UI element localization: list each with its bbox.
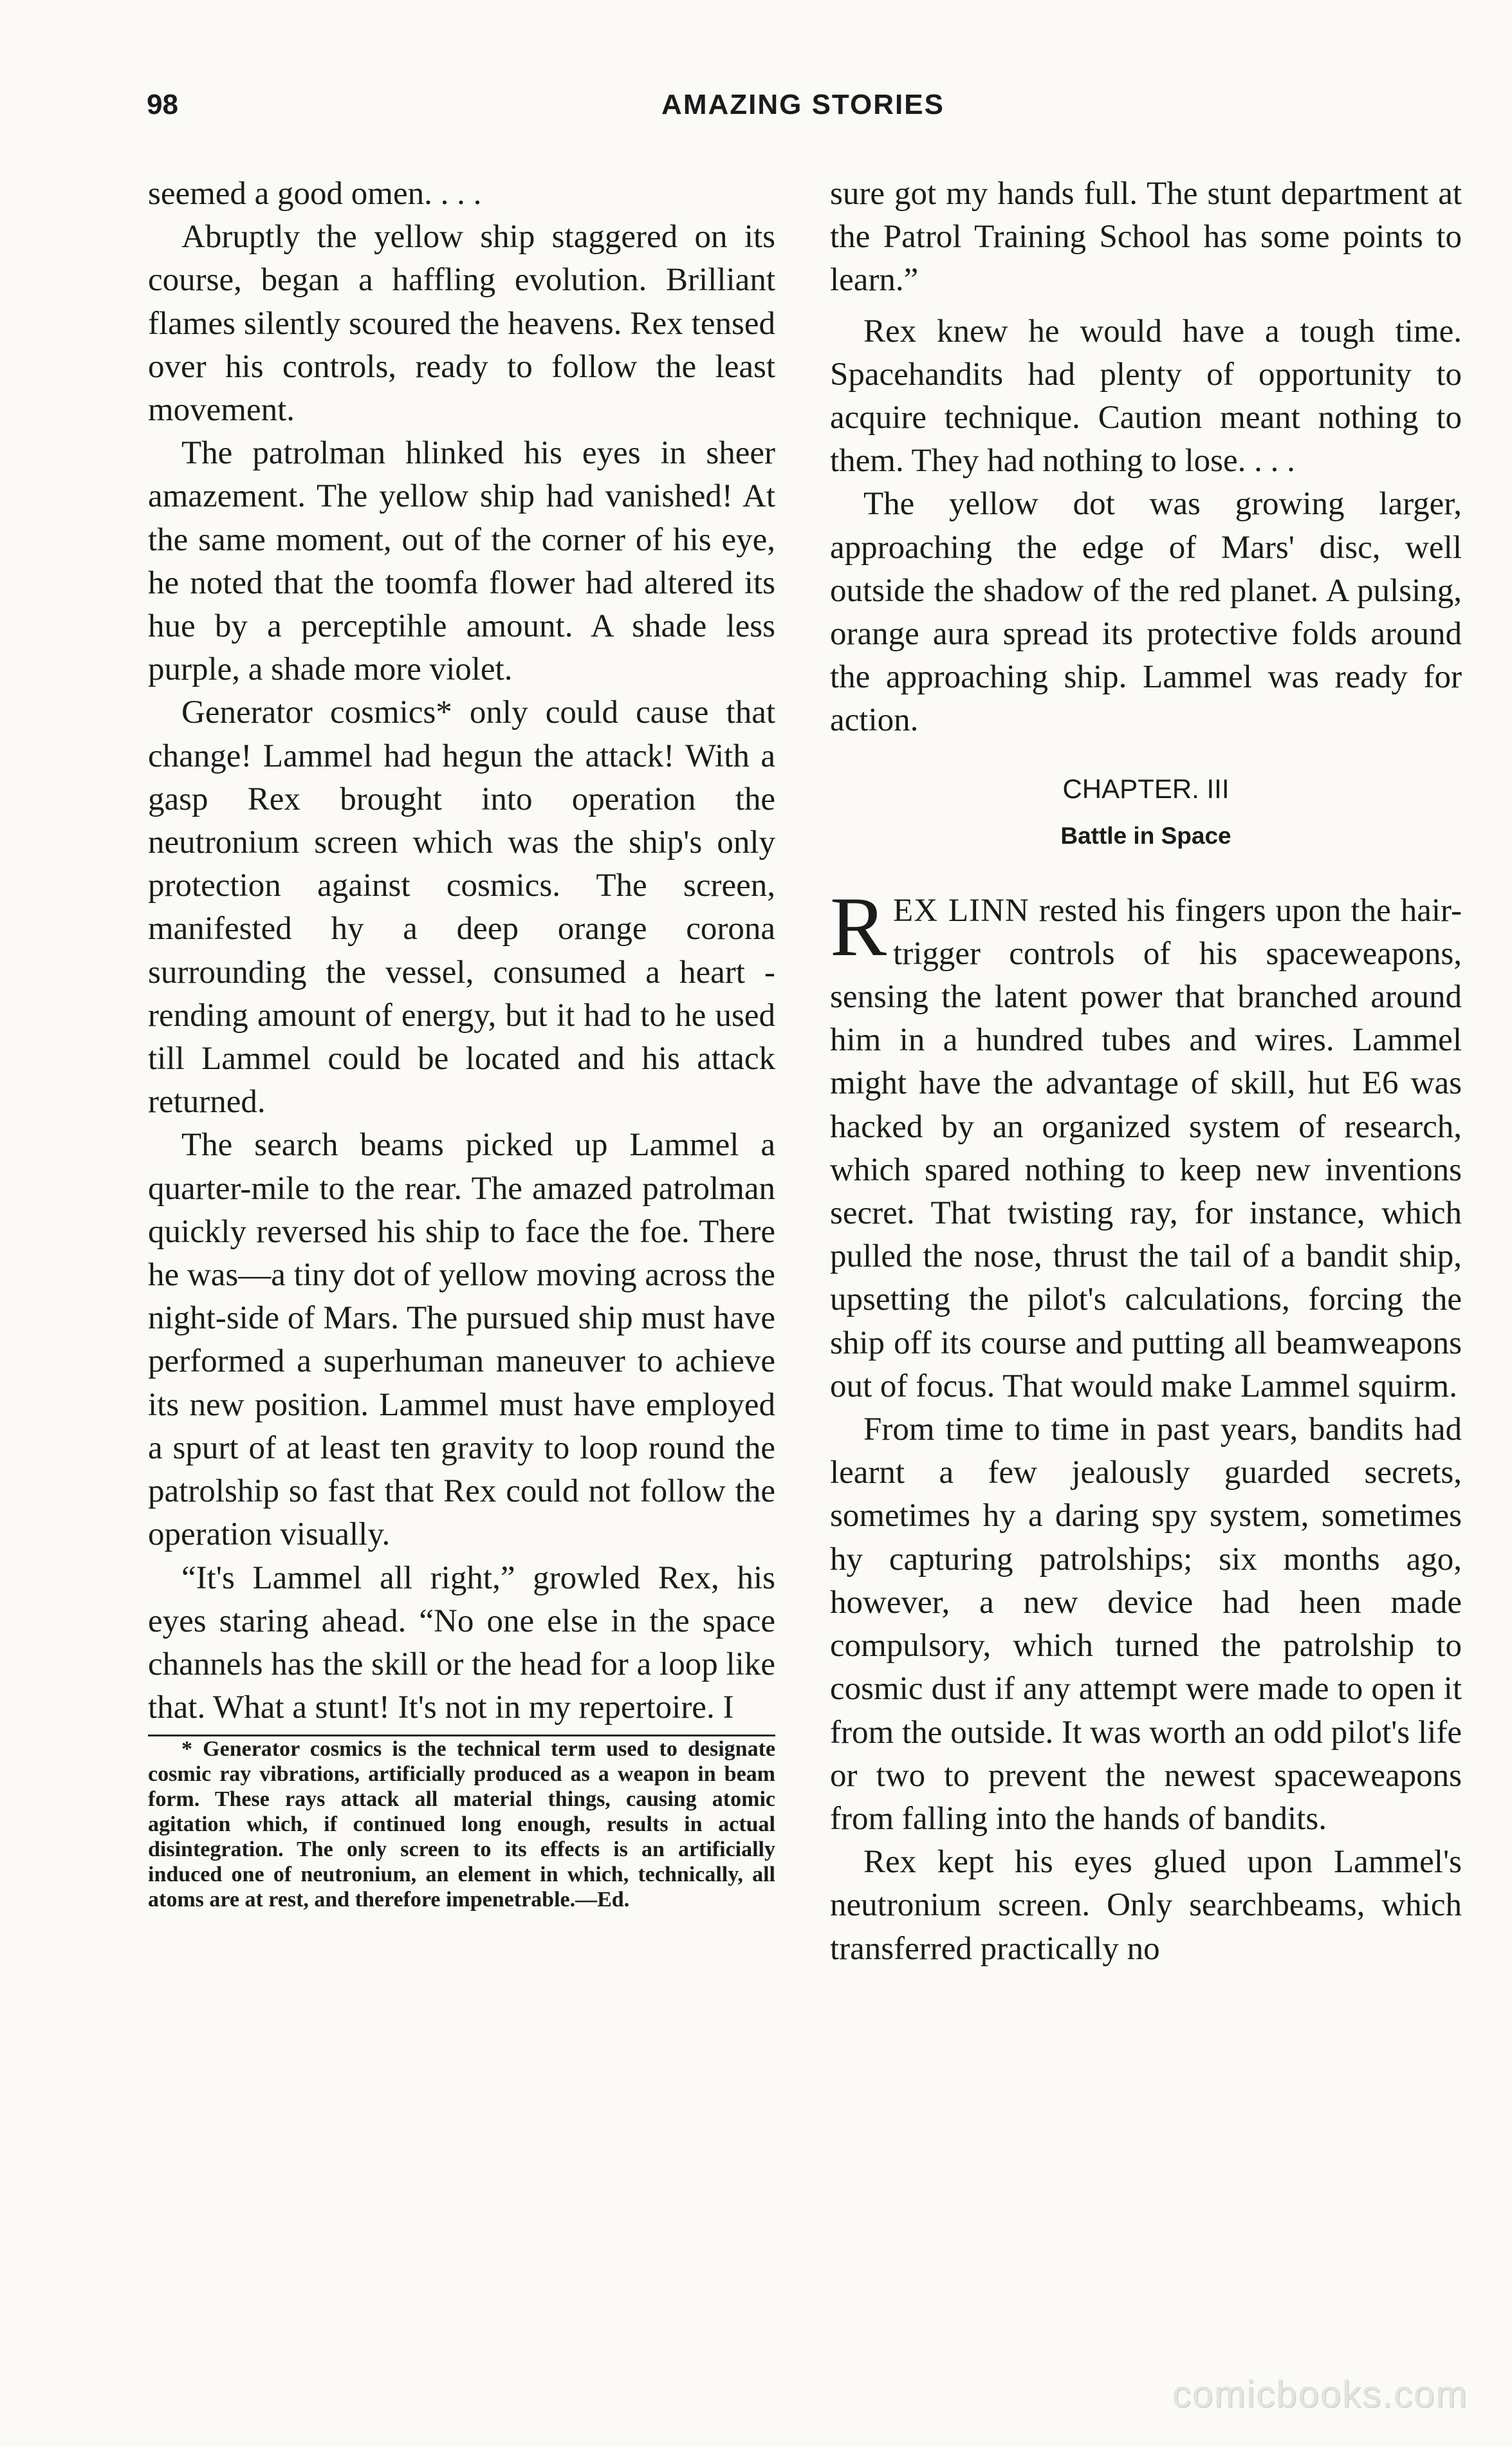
opening-small-caps: EX LINN (893, 892, 1029, 929)
paragraph: Abruptly the yellow ship staggered on its course, began a haffling evolution. Brilliant flames silently scoured the heavens. Rex tensed over his controls, ready to follow the least movement. (148, 219, 775, 429)
footnote: * Generator cosmics is the technical term used to designate cosmic ray vibrations, artificially produced as a weapon in beam form. These rays attack all material things, causing atomic agitation which, if continued long enough, results in actual disintegration. The only screen to its effects is an artificially induced one of neutronium, an element in which, technically, all atoms are at rest, and therefore impenetrable.—Ed. (148, 1737, 775, 1912)
running-head: AMAZING STORIES (661, 89, 945, 120)
paragraph: Rex knew he would have a tough time. Spacehandits had plenty of opportunity to acquire technique. Caution meant nothing to them. They had nothing to lose. . . . (830, 313, 1462, 479)
paragraph: The patrolman hlinked his eyes in sheer amazement. The yellow ship had vanished! At the same moment, out of the corner of his eye, he noted that the toomfa flower had altered its hue by a perceptihle amount. A shade less purple, a shade more violet. (148, 435, 775, 688)
drop-cap-letter: R (830, 879, 887, 974)
opening-text: rested his fingers upon the hair-trigger controls of his spaceweapons, sensing the latent power that branched around him in a hundred tubes and wires. Lammel might have the advantage of skill, hut E6 was hacked by an organized system of research, which spared nothing to keep new inventions secret. That twisting ray, for instance, which pulled the nose, thrust the tail of a bandit ship, upsetting the pilot's calculations, forcing the ship off its course and putting all beamweapons out of focus. That would make Lammel squirm. (830, 892, 1462, 1404)
page-header (147, 89, 1459, 134)
watermark-logo: comicbooks.com (1172, 2374, 1468, 2415)
paragraph: The yellow dot was growing larger, approaching the edge of Mars' disc, well outside the shadow of the red planet. A pulsing, orange aura spread its protective folds around the approaching ship. Lammel was ready for action. (830, 486, 1462, 739)
paragraph: sure got my hands full. The stunt department at the Patrol Training School has some points to learn.” (830, 176, 1462, 299)
paragraph: Generator cosmics* only could cause that change! Lammel had hegun the attack! With a gasp Rex brought into operation the neutronium screen which was the ship's only protection against cosmics. The screen, manifested hy a deep orange corona surrounding the vessel, consumed a heart - rending amount of energy, but it had to he used till Lammel could be located and his attack returned. (148, 694, 775, 1121)
page-number: 98 (147, 89, 178, 120)
paragraph: Rex kept his eyes glued upon Lammel's neutronium screen. Only searchbeams, which transferred practically no (830, 1844, 1462, 1967)
right-column (830, 172, 1462, 1971)
left-column (148, 172, 775, 1912)
dropcap-paragraph (830, 879, 1462, 1408)
paragraph: seemed a good omen. . . . (148, 176, 482, 212)
chapter-subtitle: Battle in Space (1060, 822, 1231, 849)
chapter-title: CHAPTER. III (1062, 773, 1230, 804)
paragraph: The search beams picked up Lammel a quarter-mile to the rear. The amazed patrolman quickly reversed his ship to face the foe. There he was—a tiny dot of yellow moving across the night-side of Mars. The pursued ship must have performed a superhuman maneuver to achieve its new position. Lammel must have employed a spurt of at least ten gravity to loop round the patrolship so fast that Rex could not follow the operation visually. (148, 1127, 775, 1553)
paragraph: From time to time in past years, bandits had learnt a few jealously guarded secrets, sometimes hy a daring spy system, sometimes hy capturing patrolships; six months ago, however, a new device had heen made compulsory, which turned the patrolship to cosmic dust if any attempt were made to open it from the outside. It was worth an odd pilot's life or two to prevent the newest spaceweapons from falling into the hands of bandits. (830, 1411, 1462, 1837)
paragraph: “It's Lammel all right,” growled Rex, his eyes staring ahead. “No one else in the space channels has the skill or the head for a loop like that. What a stunt! It's not in my repertoire. I (148, 1559, 775, 1726)
